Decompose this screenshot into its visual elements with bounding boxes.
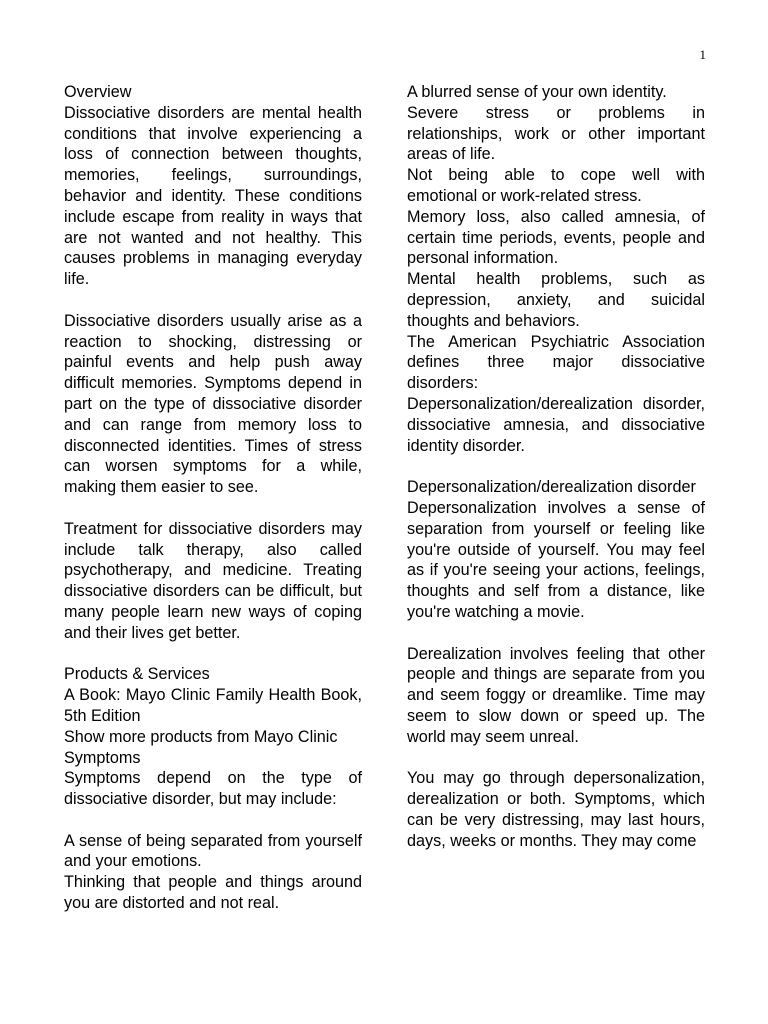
- text-line: Mental health problems, such as depression, anxiety, and suicidal thoughts and behaviors.: [407, 270, 705, 330]
- text-line: Depersonalization/derealization disorder, dissociative amnesia, and dissociative identity disorder.: [407, 394, 705, 455]
- text-line: Derealization involves feeling that other people and things are separate from you and seem foggy or dreamlike. Time may seem to slow down or speed up. The world may seem unreal.: [407, 644, 705, 746]
- text-line: A sense of being separated from yourself and your emotions.: [64, 831, 362, 871]
- right-column: [407, 82, 705, 851]
- text-line: Overview: [64, 83, 132, 101]
- text-line: Severe stress or problems in relationships, work or other important areas of life.: [407, 103, 705, 164]
- text-line: Memory loss, also called amnesia, of certain time periods, events, people and personal information.: [407, 207, 705, 268]
- text-line: A Book: Mayo Clinic Family Health Book, 5th Edition: [64, 686, 362, 725]
- text-line: You may go through depersonalization, derealization or both. Symptoms, which can be very distressing, may last hours, days, weeks or months. They may come: [407, 769, 705, 850]
- text-line: Symptoms: [64, 748, 141, 767]
- text-line: Treatment for dissociative disorders may include talk therapy, also called psychotherapy, and medicine. Treating dissociative disorders can be difficult, but many people learn new ways of coping and their lives get better.: [64, 519, 362, 642]
- paragraph-gap: [64, 498, 362, 519]
- page-number: 1: [699, 47, 706, 62]
- text-line: Products & Services: [64, 665, 210, 684]
- paragraph-gap: [64, 810, 362, 831]
- text-line: The American Psychiatric Association defines three major dissociative disorders:: [407, 332, 705, 393]
- paragraph-gap: [64, 290, 362, 311]
- text-line: Show more products from Mayo Clinic: [64, 727, 338, 746]
- text-line: Dissociative disorders usually arise as a reaction to shocking, distressing or painful events and help push away difficult memories. Symptoms depend in part on the type of dissociative disorder and can range from memory loss to disconnected identities. Times of stress can worsen symptoms for a while, making them easier to see.: [64, 311, 362, 497]
- text-line: Symptoms depend on the type of dissociative disorder, but may include:: [64, 769, 362, 809]
- left-column: [64, 82, 362, 914]
- text-line: Dissociative disorders are mental health conditions that involve experiencing a loss of connection between thoughts, memories, feelings, surroundings, behavior and identity. These conditions include escape from reality in ways that are not wanted and not healthy. This causes problems in managing everyday life.: [64, 103, 362, 289]
- text-line: Depersonalization/derealization disorder: [407, 478, 696, 497]
- text-line: A blurred sense of your own identity.: [407, 83, 667, 101]
- paragraph-gap: [407, 623, 705, 644]
- text-line: Not being able to cope well with emotional or work-related stress.: [407, 166, 705, 205]
- paragraph-gap: [64, 644, 362, 665]
- text-line: Depersonalization involves a sense of separation from yourself or feeling like you're outside of yourself. You may feel as if you're seeing your actions, feelings, thoughts and self from a distance, like you're watching a movie.: [407, 498, 705, 621]
- paragraph-gap: [407, 748, 705, 769]
- text-line: Thinking that people and things around you are distorted and not real.: [64, 873, 362, 913]
- paragraph-gap: [407, 456, 705, 477]
